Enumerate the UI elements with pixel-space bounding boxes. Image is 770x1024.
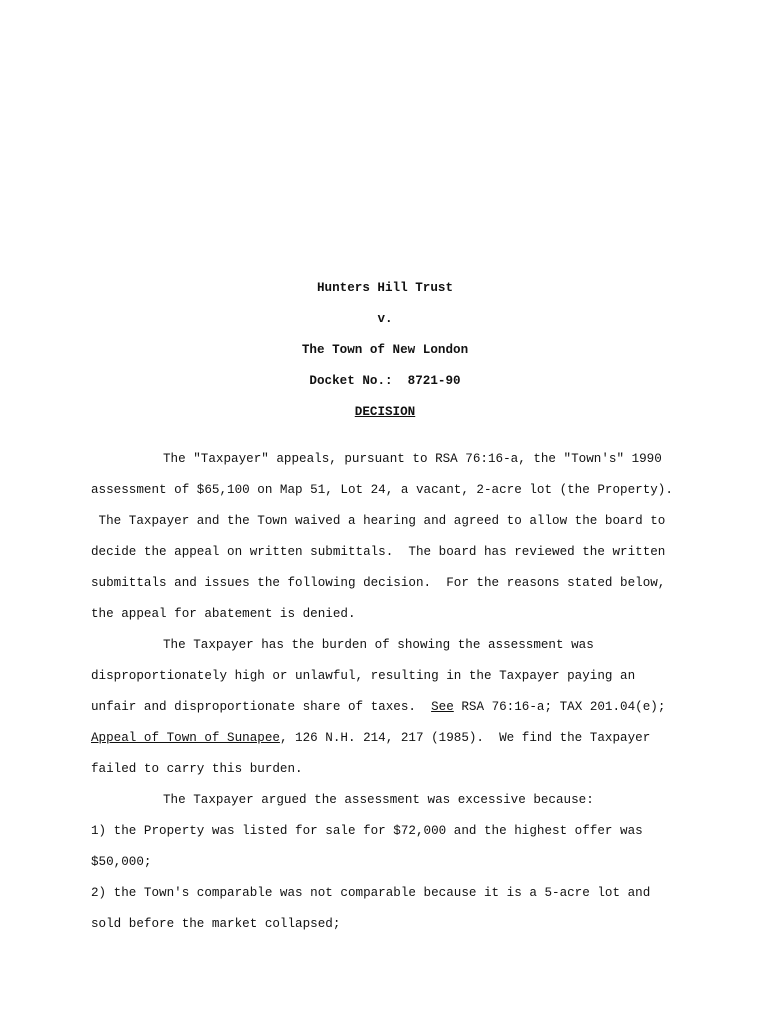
body-line-10 xyxy=(91,730,650,746)
body-line-9-post: RSA 76:16-a; TAX 201.04(e); xyxy=(453,700,666,714)
respondent-name: The Town of New London xyxy=(301,343,469,357)
case-citation: Appeal of Town of Sunapee xyxy=(91,731,280,745)
decision-heading xyxy=(0,404,770,420)
body-line-5: submittals and issues the following decision. For the reasons stated below, xyxy=(91,576,666,590)
docket-number: Docket No.: 8721-90 xyxy=(309,374,461,388)
body-line-3: The Taxpayer and the Town waived a hearing and agreed to allow the board to xyxy=(91,514,666,528)
body-line-16: sold before the market collapsed; xyxy=(91,917,341,931)
body-line-2: assessment of $65,100 on Map 51, Lot 24, a vacant, 2-acre lot (the Property). xyxy=(91,483,673,497)
see-signal: See xyxy=(431,700,454,714)
body-line-10-post: , 126 N.H. 214, 217 (1985). We find the Taxpayer xyxy=(279,731,651,745)
body-line-15: 2) the Town's comparable was not comparable because it is a 5-acre lot and xyxy=(91,886,651,900)
decision-heading-text: DECISION xyxy=(354,405,416,419)
body-line-14: $50,000; xyxy=(91,855,152,869)
body-line-8: disproportionately high or unlawful, resulting in the Taxpayer paying an xyxy=(91,669,636,683)
body-line-12: The Taxpayer argued the assessment was excessive because: xyxy=(163,793,594,807)
versus-label: v. xyxy=(377,312,393,326)
petitioner-name: Hunters Hill Trust xyxy=(316,281,454,295)
body-line-6: the appeal for abatement is denied. xyxy=(91,607,356,621)
body-line-7: The Taxpayer has the burden of showing the assessment was xyxy=(163,638,594,652)
body-line-9-pre: unfair and disproportionate share of taxes. xyxy=(91,700,432,714)
body-line-13: 1) the Property was listed for sale for $72,000 and the highest offer was xyxy=(91,824,643,838)
body-line-11: failed to carry this burden. xyxy=(91,762,303,776)
body-line-1: The "Taxpayer" appeals, pursuant to RSA 76:16-a, the "Town's" 1990 xyxy=(163,452,662,466)
body-line-4: decide the appeal on written submittals. The board has reviewed the written xyxy=(91,545,666,559)
body-line-9 xyxy=(91,699,665,715)
